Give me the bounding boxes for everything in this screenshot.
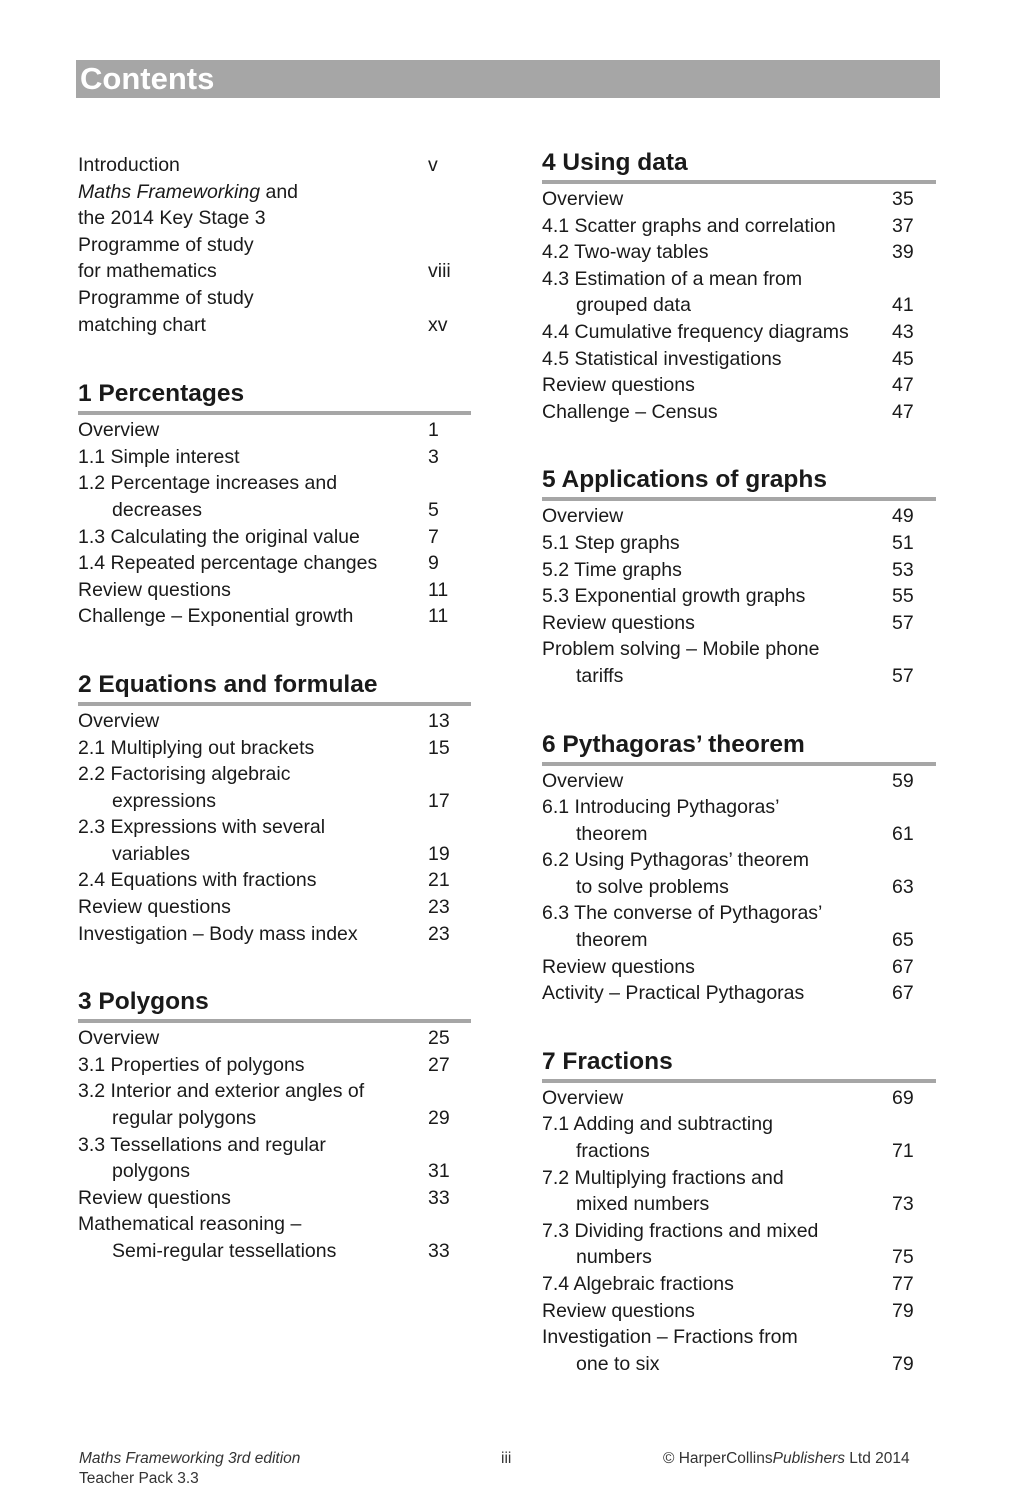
toc-entry-page: 45 (892, 347, 914, 370)
toc-entry-page: 21 (428, 869, 450, 892)
toc-entry-page: 55 (892, 585, 914, 608)
toc-entry-page: 27 (428, 1053, 450, 1076)
toc-entry[interactable] (542, 372, 916, 399)
toc-entry-page: 67 (892, 982, 914, 1005)
intro-page (428, 232, 452, 259)
toc-entry-page: 63 (892, 875, 914, 898)
toc-entry-page: 29 (428, 1107, 450, 1130)
toc-entry-page: 5 (428, 498, 439, 521)
toc-entry[interactable] (542, 663, 916, 690)
section-3 (78, 987, 471, 1264)
footer-book-title: Maths Frameworking 3rd edition (79, 1450, 301, 1467)
toc-entry[interactable] (78, 1052, 452, 1079)
toc-entry[interactable] (542, 583, 916, 610)
toc-entry-page: 43 (892, 320, 914, 343)
toc-entry-page: 1 (428, 419, 439, 442)
toc-entry-page: 15 (428, 736, 450, 759)
toc-entry[interactable] (78, 1078, 452, 1105)
toc-entry[interactable] (542, 794, 916, 821)
toc-entry-page: 9 (428, 552, 439, 575)
toc-entry-title: Review questions (78, 1186, 231, 1209)
toc-entry-title: 2.1 Multiplying out brackets (78, 736, 315, 759)
toc-entry-page: 37 (892, 214, 914, 237)
toc-entry-title: Review questions (78, 896, 231, 919)
toc-entry-page (892, 1165, 916, 1192)
toc-entry-page (892, 1111, 916, 1138)
toc-entry-title: variables (112, 842, 191, 865)
toc-entry-page (892, 794, 916, 821)
toc-entry-page (428, 1132, 452, 1159)
toc-entry[interactable] (78, 1132, 452, 1159)
toc-entry-title: Problem solving – Mobile phone (542, 638, 820, 661)
toc-entry-title: Overview (542, 505, 624, 528)
toc-entry-title: expressions (112, 789, 217, 812)
toc-entry-page: 79 (892, 1352, 914, 1375)
toc-entry-title: 6.3 The converse of Pythagoras’ (542, 902, 823, 925)
toc-entry[interactable] (542, 636, 916, 663)
intro-text: Introduction (78, 154, 180, 176)
toc-entry-page: 31 (428, 1160, 450, 1183)
footer-copyright (663, 1449, 910, 1469)
intro-page (428, 205, 452, 232)
toc-entry-title: 7.4 Algebraic fractions (542, 1273, 734, 1295)
intro-text: the 2014 Key Stage 3 (78, 207, 266, 230)
toc-entry-page: 3 (428, 445, 439, 468)
toc-entry-page: 65 (892, 929, 914, 952)
toc-entry[interactable] (78, 894, 452, 921)
toc-entry-title: 1.4 Repeated percentage changes (78, 552, 378, 575)
toc-entry-title: 6.2 Using Pythagoras’ theorem (542, 849, 810, 872)
toc-entry-page: 57 (892, 664, 914, 687)
toc-entry[interactable] (78, 577, 452, 604)
intro-row (78, 232, 452, 259)
intro-row (78, 258, 452, 285)
footer-pack: Teacher Pack 3.3 (79, 1470, 199, 1487)
toc-entry-title: Investigation – Body mass index (78, 922, 358, 945)
toc-entry[interactable] (542, 292, 916, 319)
toc-entry[interactable] (78, 444, 452, 471)
toc-entry-title: 7.2 Multiplying fractions and (542, 1166, 784, 1189)
toc-entry-title: 2.2 Factorising algebraic (78, 763, 291, 786)
section-heading: 1 Percentages (78, 379, 471, 415)
toc-entry-page (892, 1218, 916, 1245)
toc-entry-page (892, 636, 916, 663)
toc-entry-title: 4.4 Cumulative frequency diagrams (542, 320, 849, 343)
toc-entry-page: 13 (428, 709, 450, 732)
toc-entry-title: 5.3 Exponential growth graphs (542, 585, 806, 608)
toc-entry[interactable] (542, 980, 916, 1007)
contents-banner (76, 60, 940, 98)
section-heading: 7 Fractions (542, 1047, 936, 1083)
intro-page (428, 285, 452, 312)
toc-entry-title: 4.1 Scatter graphs and correlation (542, 214, 836, 237)
toc-entry-title: one to six (576, 1352, 660, 1375)
toc-entry[interactable] (78, 788, 452, 815)
toc-entry[interactable] (542, 503, 916, 530)
toc-entry[interactable] (542, 1191, 916, 1218)
footer-page-number: iii (501, 1450, 512, 1467)
left-column (78, 152, 471, 1265)
toc-entry-page: 7 (428, 525, 439, 548)
toc-entry-page: 19 (428, 842, 450, 865)
section-heading: 6 Pythagoras’ theorem (542, 730, 936, 766)
toc-entry[interactable] (542, 847, 916, 874)
toc-entry-title: 2.4 Equations with fractions (78, 869, 317, 892)
toc-entry[interactable] (78, 524, 452, 551)
toc-entry-title: theorem (576, 929, 648, 952)
toc-entry-title: 1.1 Simple interest (78, 445, 240, 468)
toc-entry-title: 1.3 Calculating the original value (78, 525, 360, 548)
toc-entry[interactable] (542, 399, 916, 426)
toc-entry-page (428, 470, 452, 497)
toc-entry-page: 17 (428, 789, 450, 812)
toc-entry[interactable] (542, 557, 916, 584)
toc-entry[interactable] (78, 417, 452, 444)
toc-entry-title: Investigation – Fractions from (542, 1326, 798, 1349)
toc-entry[interactable] (78, 814, 452, 841)
toc-entry-title: 7.1 Adding and subtracting (542, 1113, 773, 1136)
intro-italic-text: Maths Frameworking (78, 180, 261, 203)
toc-entry-title: fractions (576, 1140, 650, 1163)
intro-row (78, 312, 452, 339)
toc-entry-page: 51 (892, 531, 914, 554)
intro-text: Programme of study (78, 286, 254, 309)
toc-entry-page: 39 (892, 241, 914, 264)
left-sections (78, 379, 471, 1264)
toc-entry-title: 7.3 Dividing fractions and mixed (542, 1219, 819, 1242)
toc-entry-page: 53 (892, 558, 914, 581)
toc-entry[interactable] (78, 1185, 452, 1212)
toc-entry-title: 4.3 Estimation of a mean from (542, 267, 803, 290)
intro-text: Programme of study (78, 233, 254, 256)
toc-entry-page: 33 (428, 1240, 450, 1262)
toc-entry-title: Overview (542, 1086, 624, 1109)
toc-entry-page (892, 847, 916, 874)
intro-row (78, 205, 452, 232)
intro-text: matching chart (78, 313, 206, 336)
right-column (542, 148, 936, 1377)
toc-entry[interactable] (542, 1138, 916, 1165)
toc-entry-page: 47 (892, 374, 914, 397)
section-5 (542, 465, 936, 689)
toc-entry-title: polygons (112, 1160, 191, 1183)
toc-entry[interactable] (78, 841, 452, 868)
toc-entry[interactable] (78, 1158, 452, 1185)
section-heading: 3 Polygons (78, 987, 471, 1023)
toc-entry[interactable] (78, 550, 452, 577)
toc-entry-page: 35 (892, 188, 914, 210)
intro-text-rest: and (260, 180, 299, 203)
intro-text (78, 179, 298, 206)
toc-entry-title: regular polygons (112, 1107, 257, 1130)
toc-entry[interactable] (542, 266, 916, 293)
intro-page: viii (428, 260, 451, 283)
toc-entry-title: 4.5 Statistical investigations (542, 347, 782, 370)
toc-entry[interactable] (542, 530, 916, 557)
toc-entry-page: 23 (428, 922, 450, 945)
toc-entry-page (428, 1211, 452, 1238)
toc-entry-page: 59 (892, 769, 914, 792)
toc-entry-page: 69 (892, 1086, 914, 1109)
intro-page: v (428, 154, 438, 176)
toc-entry-page (892, 266, 916, 293)
toc-entry[interactable] (78, 1211, 452, 1238)
toc-entry[interactable] (542, 346, 916, 373)
toc-entry[interactable] (78, 497, 452, 524)
page-title: Contents (80, 61, 215, 96)
toc-entry[interactable] (542, 1298, 916, 1325)
right-sections (542, 148, 936, 1377)
section-1 (78, 379, 471, 630)
toc-entry-title: 5.2 Time graphs (542, 558, 682, 581)
toc-entry-title: Review questions (542, 611, 695, 634)
toc-entry-title: to solve problems (576, 875, 729, 898)
intro-row (78, 152, 452, 179)
section-heading: 2 Equations and formulae (78, 670, 471, 706)
toc-entry[interactable] (78, 761, 452, 788)
section-7 (542, 1047, 936, 1378)
toc-entry-title: Challenge – Census (542, 400, 718, 423)
toc-entry-page: 57 (892, 611, 914, 634)
toc-entry-page: 11 (428, 578, 449, 601)
toc-entry-page: 25 (428, 1027, 450, 1050)
toc-entry[interactable] (542, 213, 916, 240)
toc-entry[interactable] (78, 1025, 452, 1052)
copyright-pre: © HarperCollins (663, 1450, 773, 1467)
toc-entry-title: 1.2 Percentage increases and (78, 472, 338, 495)
toc-entry-title: decreases (112, 498, 202, 521)
toc-entry[interactable] (542, 927, 916, 954)
section-4 (542, 148, 936, 425)
toc-entry-page: 11 (428, 605, 449, 628)
toc-entry-title: theorem (576, 822, 648, 845)
footer-left (79, 1449, 300, 1489)
toc-entry-title: 3.3 Tessellations and regular (78, 1133, 326, 1156)
toc-entry[interactable] (78, 1105, 452, 1132)
toc-entry-page: 73 (892, 1193, 914, 1216)
toc-entry-title: 3.2 Interior and exterior angles of (78, 1080, 365, 1103)
section-heading: 4 Using data (542, 148, 936, 184)
toc-entry-page (428, 1078, 452, 1105)
toc-entry-title: Overview (542, 769, 624, 792)
toc-entry[interactable] (542, 1271, 916, 1298)
toc-entry[interactable] (542, 610, 916, 637)
toc-entry[interactable] (542, 319, 916, 346)
toc-entry-title: Overview (78, 1027, 160, 1050)
toc-entry-title: Semi-regular tessellations (112, 1240, 337, 1262)
toc-entry-page: 61 (892, 822, 914, 845)
toc-entry-title: mixed numbers (576, 1193, 710, 1216)
toc-entry[interactable] (78, 603, 452, 630)
toc-entry-page: 41 (892, 294, 914, 317)
toc-entry-title: Overview (78, 709, 160, 732)
toc-entry[interactable] (78, 470, 452, 497)
intro-block (78, 152, 452, 338)
intro-page: xv (428, 313, 448, 336)
toc-entry-title: Review questions (78, 578, 231, 601)
toc-entry[interactable] (542, 1244, 916, 1271)
toc-entry-page: 79 (892, 1299, 914, 1322)
intro-text: for mathematics (78, 260, 217, 283)
toc-entry[interactable] (78, 1238, 452, 1265)
toc-entry-title: 6.1 Introducing Pythagoras’ (542, 796, 780, 819)
section-6 (542, 730, 936, 1007)
toc-entry[interactable] (542, 768, 916, 795)
toc-entry-title: Overview (542, 188, 624, 210)
toc-entry-title: Overview (78, 419, 160, 442)
toc-entry[interactable] (78, 708, 452, 735)
toc-entry-title: tariffs (576, 664, 624, 687)
toc-entry-page: 75 (892, 1246, 914, 1269)
toc-entry-title: Review questions (542, 1299, 695, 1322)
copyright-post: Ltd 2014 (845, 1450, 910, 1467)
toc-entry[interactable] (542, 1165, 916, 1192)
toc-entry-title: numbers (576, 1246, 652, 1269)
toc-entry-title: 5.1 Step graphs (542, 531, 680, 554)
section-heading: 5 Applications of graphs (542, 465, 936, 501)
intro-row (78, 285, 452, 312)
toc-entry[interactable] (542, 186, 916, 213)
toc-entry-page (892, 900, 916, 927)
section-2 (78, 670, 471, 947)
toc-entry[interactable] (78, 867, 452, 894)
toc-entry-title: Mathematical reasoning – (78, 1213, 302, 1236)
toc-entry-page: 33 (428, 1186, 450, 1209)
toc-entry[interactable] (542, 1085, 916, 1112)
toc-entry-title: 2.3 Expressions with several (78, 816, 326, 839)
toc-entry-title: 3.1 Properties of polygons (78, 1053, 305, 1076)
toc-entry-title: Challenge – Exponential growth (78, 605, 354, 628)
intro-row (78, 179, 452, 206)
toc-entry-title: Review questions (542, 955, 695, 978)
toc-entry[interactable] (542, 1351, 916, 1378)
toc-entry-page: 67 (892, 955, 914, 978)
toc-entry[interactable] (542, 874, 916, 901)
toc-entry-title: grouped data (576, 294, 691, 317)
toc-entry[interactable] (542, 1111, 916, 1138)
toc-entry-title: 4.2 Two-way tables (542, 241, 709, 264)
toc-entry[interactable] (542, 954, 916, 981)
toc-entry-page (892, 1324, 916, 1351)
toc-entry[interactable] (542, 900, 916, 927)
toc-entry-page: 47 (892, 400, 914, 423)
toc-entry[interactable] (542, 1324, 916, 1351)
toc-entry[interactable] (78, 921, 452, 948)
toc-entry-page: 49 (892, 505, 914, 528)
toc-entry[interactable] (542, 1218, 916, 1245)
toc-entry[interactable] (542, 239, 916, 266)
toc-entry-page: 23 (428, 896, 450, 919)
intro-page (428, 179, 452, 206)
toc-entry-page: 71 (892, 1140, 914, 1163)
toc-entry[interactable] (542, 821, 916, 848)
toc-entry-page (428, 761, 452, 788)
toc-entry-title: Activity – Practical Pythagoras (542, 982, 805, 1005)
toc-entry-page: 77 (892, 1273, 914, 1295)
toc-entry[interactable] (78, 735, 452, 762)
toc-entry-title: Review questions (542, 374, 695, 397)
toc-entry-page (428, 814, 452, 841)
copyright-italic: Publishers (772, 1450, 845, 1467)
